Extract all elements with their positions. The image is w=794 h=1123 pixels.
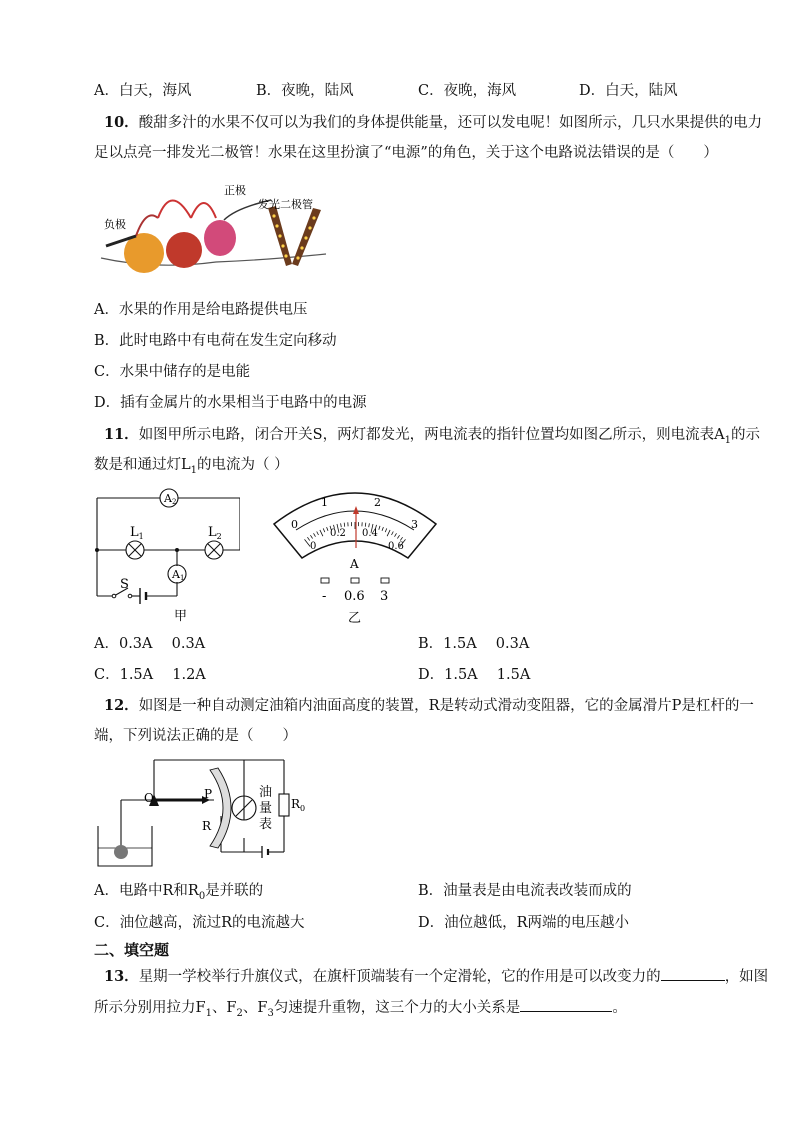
q13-sep-2: 、F — [242, 1000, 268, 1016]
q12-option-d: D．油位越低，R两端的电压越小 — [418, 915, 630, 931]
q10-stem-line2: 足以点亮一排发光二极管！水果在这里扮演了“电源”的角色，关于这个电路说法错误的是（ ） — [94, 145, 718, 161]
meter-char-1: 油 — [259, 785, 273, 800]
q13-text2b: 匀速提升重物，这三个力的大小关系是 — [273, 1000, 521, 1016]
q10-number: 10． — [104, 114, 139, 131]
rheostat-r-label: R — [202, 819, 212, 833]
q13-text1a: 星期一学校举行升旗仪式，在旗杆顶端装有一个定滑轮，它的作用是可以改变力的 — [138, 969, 661, 985]
q11-text1a: 如图甲所示电路，闭合开关S，两灯都发光，两电流表的指针位置均如图乙所示，则电流表A — [138, 427, 725, 443]
q10-stem-line1 — [104, 113, 762, 133]
dial-tick — [344, 523, 345, 527]
q9-option-a: A．白天，海风 — [94, 83, 192, 99]
q10-option-c: C．水果中储存的是电能 — [94, 364, 251, 380]
terminal-negative: - — [322, 589, 327, 604]
led-label: 发光二极管 — [258, 198, 313, 211]
float-ball — [114, 845, 128, 859]
lamp-l1-label: $L_1$ — [130, 525, 144, 541]
inner-tick-0: 0 — [310, 541, 317, 552]
ammeter-a2-label: A2 — [164, 492, 177, 506]
q11-number: 11． — [104, 426, 139, 443]
q9-option-b: B．夜晚，陆风 — [256, 83, 354, 99]
outer-tick-0: 0 — [291, 518, 298, 531]
q12-text1: 如图是一种自动测定油箱内油面高度的装置，R是转动式滑动变阻器，它的金属滑片P是杠杆的一 — [138, 698, 754, 714]
terminal-0-6: 0.6 — [344, 589, 365, 604]
inner-tick-06: 0.6 — [388, 541, 404, 552]
lamp-l2-label: $L_2$ — [208, 525, 222, 541]
q10-text1: 酸甜多汁的水果不仅可以为我们的身体提供能量，还可以发电呢！如图所示，几只水果提供的电力 — [138, 115, 763, 131]
q10-option-a: A．水果的作用是给电路提供电压 — [94, 302, 308, 318]
figure-jia-caption: 甲 — [174, 609, 188, 624]
q12-option-c: C．油位越高，流过R的电流越大 — [94, 915, 305, 931]
dragonfruit — [204, 220, 236, 256]
positive-label: 正极 — [224, 184, 246, 197]
q13-text2a: 所示分别用拉力F — [94, 1000, 206, 1016]
q13-sep-1: 、F — [211, 1000, 237, 1016]
q11-text2a: 数是和通过灯L — [94, 457, 191, 473]
terminal-3: 3 — [380, 589, 389, 604]
unit-label: A — [350, 557, 359, 571]
resistor-r0-label: $R_0$ — [291, 797, 306, 813]
q10-option-d: D．插有金属片的水果相当于电路中的电源 — [94, 395, 367, 411]
dial-tick — [365, 523, 366, 527]
q11-stem-line1 — [104, 425, 760, 451]
q11-option-a: A．0.3A 0.3A — [94, 636, 206, 652]
tomato-fruit — [166, 232, 202, 268]
q11-stem-line2 — [94, 455, 289, 481]
q13-text2c: 。 — [612, 1000, 627, 1016]
q13-sub-3: 3 — [267, 1007, 274, 1019]
q12-stem-line2: 端，下列说法正确的是（ ） — [94, 728, 297, 744]
q13-sub-1: 1 — [205, 1007, 212, 1019]
q13-stem-line1 — [104, 966, 768, 987]
rheostat-r — [210, 768, 231, 848]
outer-tick-2: 2 — [374, 496, 381, 509]
q12-number: 12． — [104, 697, 139, 714]
slider-p-label: P — [204, 787, 213, 801]
meter-char-3: 表 — [259, 817, 273, 832]
inner-tick-04: 0.4 — [362, 528, 378, 539]
q13-stem-line2 — [94, 997, 627, 1024]
q11-option-d: D．1.5A 1.5A — [418, 667, 531, 683]
q9-option-c: C．夜晚，海风 — [418, 83, 517, 99]
figure-yi-caption: 乙 — [348, 611, 362, 626]
fruit-battery-figure — [96, 178, 336, 278]
negative-label: 负极 — [104, 218, 126, 231]
q13-sub-2: 2 — [236, 1007, 243, 1019]
meter-char-2: 量 — [259, 801, 273, 816]
q12-opta-text1: A．电路中R和R — [94, 883, 199, 899]
outer-tick-3: 3 — [411, 518, 418, 531]
circuit-figure-jia — [90, 484, 240, 624]
q13-blank-2[interactable] — [520, 997, 612, 1012]
ammeter-a1-label: A1 — [172, 568, 185, 582]
inner-tick-02: 0.2 — [330, 528, 346, 539]
q9-option-d: D．白天，陆风 — [579, 83, 678, 99]
q11-text1b: 的示 — [730, 427, 760, 443]
q13-number: 13． — [104, 968, 139, 985]
q12-opta-text2: 是并联的 — [205, 883, 264, 899]
switch-s-label: S — [120, 577, 129, 592]
ammeter-dial-figure-yi — [268, 484, 442, 629]
q11-text2b: 的电流为（ ） — [197, 457, 289, 473]
q12-option-a — [94, 881, 263, 907]
q11-sub1: 1 — [724, 434, 731, 446]
q12-stem-line1 — [104, 696, 754, 716]
q11-option-b: B．1.5A 0.3A — [418, 636, 530, 652]
q11-option-c: C．1.5A 1.2A — [94, 667, 206, 683]
pivot-o-label: O — [144, 791, 154, 805]
q12-option-b: B．油量表是由电流表改装而成的 — [418, 883, 632, 899]
section-fill-in-title: 二、填空题 — [94, 941, 170, 959]
q13-blank-1[interactable] — [661, 966, 725, 981]
oil-gauge-figure — [94, 756, 314, 870]
q11-sub2: 1 — [190, 464, 198, 476]
q10-option-b: B．此时电路中有电荷在发生定向移动 — [94, 333, 337, 349]
q12-opta-sub: 0 — [198, 890, 206, 902]
q13-text1b: ，如图 — [724, 969, 769, 985]
outer-tick-1: 1 — [321, 496, 328, 509]
